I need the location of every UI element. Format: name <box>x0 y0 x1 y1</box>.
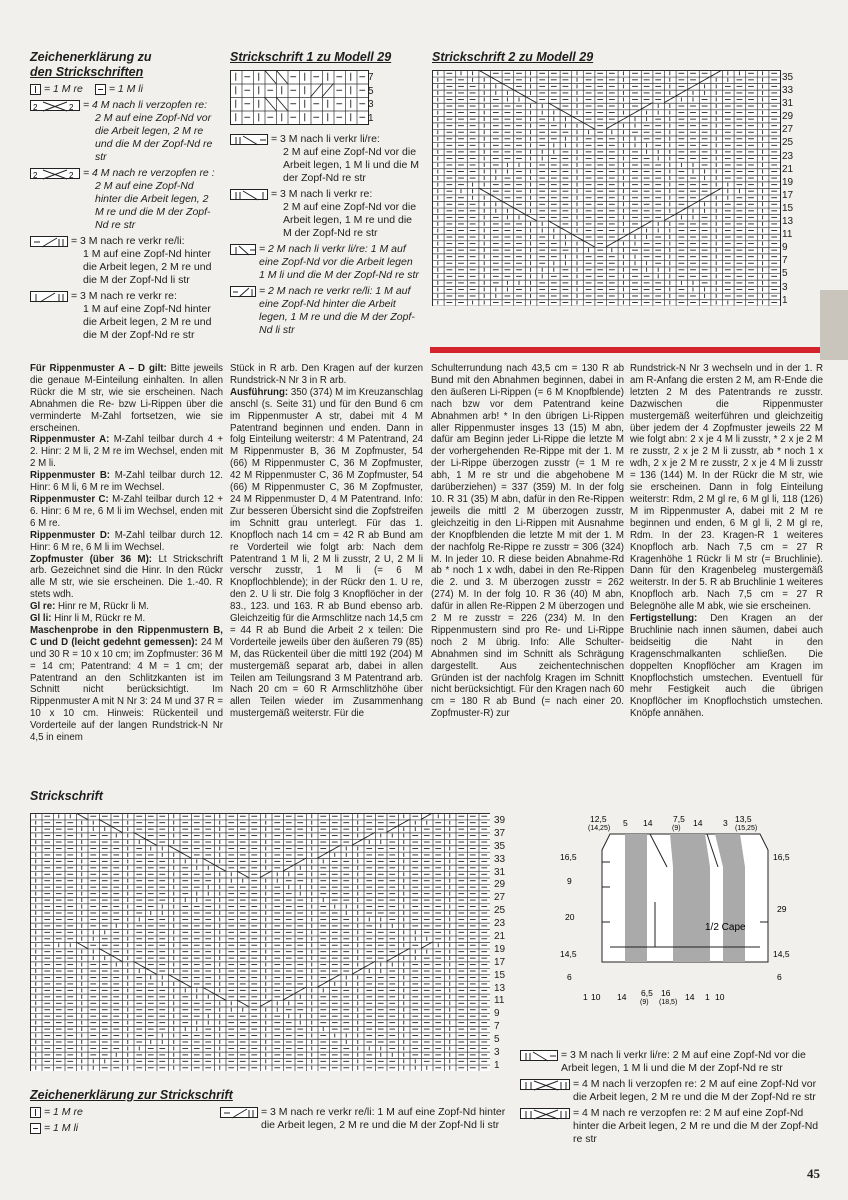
section-divider <box>430 347 820 353</box>
row-number: 5 <box>782 268 788 280</box>
row-number: 33 <box>494 853 506 865</box>
chart3-title: Strickschrift <box>30 789 103 803</box>
knit-label-2: = 1 M re <box>44 1106 83 1118</box>
row-number: 29 <box>782 111 794 123</box>
legend3-item3-b: die Arbeit legen, 2 M re und die M der Zopf-Nd re str <box>573 1091 816 1103</box>
row-number: 15 <box>782 202 794 214</box>
dimension-label: 20 <box>565 912 575 922</box>
paragraph: Rippenmuster C: M-Zahl teilbar durch 12 + 6. Hinr: 6 M re, 6 M li im Wechsel, enden mit 6 M re. <box>30 493 223 529</box>
row-number: 21 <box>494 931 506 943</box>
legend1-item4-b: 1 M auf eine Zopf-Nd hinter die Arbeit legen, 2 M re und die M der Zopf-Nd re str <box>83 303 212 341</box>
purl-symbol <box>95 84 106 95</box>
dimension-label: 10 <box>715 992 725 1002</box>
row-number: 13 <box>782 216 794 228</box>
legend2-item1-a: = 3 M nach li verkr li/re: <box>271 133 380 145</box>
dimension-label: 12,5 <box>590 814 607 824</box>
dimension-label: 1 <box>583 992 588 1002</box>
cape-schematic <box>555 812 820 1012</box>
legend3-item2-a: = 3 M nach li verkr li/re: 2 M auf eine Zopf-Nd vor die <box>561 1049 806 1061</box>
dimension-label: (14,25) <box>588 825 611 832</box>
row-number: 1 <box>782 294 788 306</box>
schematic-label: 1/2 Cape <box>705 922 746 933</box>
paragraph: Schulterrundung nach 43,5 cm = 130 R ab Bund mit den Abnahmen beginnen, dabei in den äußeren Li-Rippen (= 6 M Knopfblende) nach bzw vor dem Patentrand keine Abnahmen arb! * In den übrigen Li-Rippen aller Rippenmuster insges 13 (15) M abn, dafür am Beginn jeder Li-Rippe die letzte M der vorhergehenden Re-Rippe mit der 1. M der Li-Rippe überzogen zusstr (= 1 M re abh, 1 M re str und die abgehobene M darüberziehen) = 337 (359) M. In der folg 10. R 31 (35) M abn, dafür in den Re-Rippen jeweils die mittl 2 M überzogen zusstr, gleichzeitig in den Li-Rippen mit Ausnahme der Knopfblenden die letzte M mit der 1. M der nachfolg Re-Rippe re zusstr = 306 (324) M. In jeder 10. R diese beiden Abnahme-Rd ab * noch 1 x wdh, dabei in den Re-Rippen die 2. und 3. M überzogen zusstr = 262 (274) M. In der folg 10. R 36 (40) M abn, dafür in allen Re-Rippen 2 M überzogen und 2 M re zusstr = 226 (234) M. In den Rippenmustern sind pro Re- und Li-Rippe noch 2 M übrig. Info: Alle Schulter-Abnahmen sind im Schnitt als Schrägung dargestellt. Aus zeichentechnischen Gründen ist der nachfolg Kragen im Schnitt nicht berücksichtigt. Für den Kragen nach 60 cm = 180 R ab Bund (= nach einer 20. Zopfmuster-R) zur <box>431 363 624 720</box>
text-column-4 <box>630 363 823 720</box>
chart1-row-numbers <box>368 71 374 125</box>
row-number: 35 <box>494 840 506 852</box>
row-number: 31 <box>494 866 506 878</box>
legend1-item1-a: = 4 M nach li verzopfen re: <box>83 99 208 111</box>
dimension-label: 14 <box>685 992 695 1002</box>
knit-symbol <box>30 84 41 95</box>
dimension-label: 16,5 <box>773 852 790 862</box>
row-number: 9 <box>494 1008 500 1020</box>
row-number: 25 <box>494 905 506 917</box>
legend1-title-2: den Strickschriften <box>30 65 144 79</box>
dimension-label: 5 <box>623 818 628 828</box>
row-number: 1 <box>368 112 374 124</box>
row-number: 3 <box>368 99 374 110</box>
row-number: 9 <box>782 242 788 254</box>
paragraph: Zopfmuster (über 36 M): Lt Strickschrift arb. Gezeichnet sind die Hinr. In den Rückr alle M str, wie sie erscheinen. Die 1.-40. R stets wdh. <box>30 553 223 601</box>
dimension-label: 10 <box>591 992 601 1002</box>
cross-right-3-purl-symbol <box>30 236 68 247</box>
svg-text:2: 2 <box>33 171 38 180</box>
cross-right-2-purl-symbol <box>230 286 256 297</box>
row-number: 21 <box>782 163 794 175</box>
chart1 <box>230 70 400 126</box>
legend1-item2-b: 2 M auf eine Zopf-Nd hinter die Arbeit legen, 2 M re und die M der Zopf-Nd re str <box>95 180 211 231</box>
cable-left-4-symbol <box>30 100 80 111</box>
purl-label-2: = 1 M li <box>44 1122 79 1134</box>
row-number: 27 <box>494 892 506 904</box>
row-number: 29 <box>494 879 506 891</box>
row-number: 17 <box>494 956 506 968</box>
cable-left-4-symbol-2 <box>520 1079 570 1090</box>
legend-top-middle <box>230 130 420 337</box>
chart3 <box>30 813 490 1071</box>
dimension-label: 13,5 <box>735 814 752 824</box>
chart2-title: Strickschrift 2 zu Modell 29 <box>432 50 594 64</box>
dimension-label: (15,25) <box>735 825 758 832</box>
text-column-1 <box>30 363 223 744</box>
legend2-item2-a: = 3 M nach li verkr re: <box>271 188 373 200</box>
cable-right-4-symbol-2 <box>520 1108 570 1119</box>
cross-left-3-purl-symbol <box>230 134 268 145</box>
paragraph: Gl re: Hinr re M, Rückr li M. <box>30 601 149 613</box>
legend1-title-1: Zeichenerklärung zu <box>30 50 152 64</box>
row-number: 7 <box>368 72 374 83</box>
paragraph: Für Rippenmuster A – D gilt: Bitte jeweils die genaue M-Einteilung einhalten. In allen Rückr die M str, wie sie erscheinen. Nach Abnahmen die Re- bzw Li-Rippen über die verminderte M-Zahl fortsetzen, wie sie erscheinen. <box>30 363 224 434</box>
legend3-item4-b: hinter die Arbeit legen, 2 M re und die M der Zopf-Nd re str <box>573 1120 819 1145</box>
row-number: 5 <box>494 1034 500 1046</box>
dimension-label: (9) <box>640 999 649 1006</box>
legend1-item2-a: = 4 M nach re verzopfen re : <box>83 167 215 179</box>
paragraph: Rundstrick-N Nr 3 wechseln und in der 1. R am R-Anfang die ersten 2 M, am R-Ende die letzten 2 M des Patentrands re zusstr. Dazwischen die Rippenmuster mustergemäß weiterführen und gleichzeitig über jedem der 4 Zopfmuster jeweils 22 M wie folgt abn: 2 x je 4 M li zusstr, * 2 x je 2 M re zusstr, 2 x je 2 M li zusstr, ab * noch 1 x wdh, 2 x je 2 M re zusstr, 2 x je 4 M li zusstr = 136 (144) M. In der Rückr die M str, wie sie erscheinen. Dann in folg Einteilung weiterstr: Rdm, 2 M gl re, 6 M gl li, 118 (126) M im Rippenmuster A, dabei mit 2 M re beginnen und enden, 6 M gl li, 2 M gl re, Rdm. In der 23. Kragen-R 1 weiteres Knopfloch arb. Nach 7,5 cm = 27 R Kragenhöhe 1 Rückr li M str (= Bruchlinie). Dann für den Kragenbeleg mustergemäß weiterstr. In der 5. R ab Bruchlinie 1 weiteres Knopfloch arb. Nach 7,5 cm = 27 R Belegnöhe alle M abk, wie sie erscheinen. <box>630 363 823 613</box>
legend1-item3-b: 1 M auf eine Zopf-Nd hinter die Arbeit legen, 2 M re und die M der Zopf-Nd li str <box>83 248 212 286</box>
row-number: 19 <box>494 943 506 955</box>
row-number: 23 <box>494 918 506 930</box>
row-number: 27 <box>782 124 794 136</box>
dimension-label: 1 <box>705 992 710 1002</box>
row-number: 11 <box>782 229 793 241</box>
legend2-item2-b: 2 M auf eine Zopf-Nd vor die Arbeit legen, 1 M re und die M der Zopf-Nd re str <box>283 201 417 239</box>
row-number: 7 <box>494 1021 500 1033</box>
legend3-item3-a: = 4 M nach li verzopfen re: 2 M auf eine Zopf-Nd vor <box>573 1078 817 1090</box>
svg-text:2: 2 <box>69 171 74 180</box>
row-number: 13 <box>494 982 506 994</box>
dimension-label: 16,5 <box>560 852 577 862</box>
legend-bottom <box>30 1088 510 1135</box>
chart2 <box>432 70 782 306</box>
svg-text:2: 2 <box>69 103 74 112</box>
cross-right-3-symbol <box>30 291 68 302</box>
legend1-item4-a: = 3 M nach re verkr re: <box>71 290 177 302</box>
row-number: 39 <box>494 815 506 826</box>
row-number: 5 <box>368 85 374 97</box>
dimension-label: (9) <box>672 825 681 832</box>
legend3-item4-a: = 4 M nach re verzopfen re: 2 M auf eine Zopf-Nd <box>573 1107 804 1119</box>
dimension-label: 14 <box>617 992 627 1002</box>
row-number: 23 <box>782 150 794 162</box>
dimension-label: 9 <box>567 876 572 886</box>
dimension-label: 14 <box>693 818 703 828</box>
cross-left-2-purl-symbol <box>230 244 256 255</box>
dimension-label: 14,5 <box>560 949 577 959</box>
paragraph: Rippenmuster D: M-Zahl teilbar durch 12. Hinr: 6 M re, 6 M li im Wechsel. <box>30 529 224 553</box>
legend-top-left <box>30 50 220 342</box>
legend-bottom-right <box>520 1046 820 1146</box>
row-number: 31 <box>782 98 794 110</box>
legend3-item1-b: die Arbeit legen, 2 M re und die M der Zopf-Nd li str <box>261 1119 500 1131</box>
dimension-label: 14,5 <box>773 949 790 959</box>
legend3-title: Zeichenerklärung zur Strickschrift <box>30 1088 233 1102</box>
row-number: 3 <box>782 281 788 293</box>
legend2-item1-b: 2 M auf eine Zopf-Nd vor die Arbeit legen, 1 M li und die M der Zopf-Nd re str <box>283 146 419 184</box>
dimension-label: 6 <box>777 972 782 982</box>
legend1-item3-a: = 3 M nach re verkr re/li: <box>71 235 185 247</box>
cross-right-3-purl-symbol-2 <box>220 1107 258 1118</box>
dimension-label: 14 <box>643 818 653 828</box>
row-number: 15 <box>494 969 506 981</box>
paragraph: Rippenmuster B: M-Zahl teilbar durch 12. Hinr: 6 M li, 6 M re im Wechsel. <box>30 470 224 494</box>
row-number: 7 <box>782 255 788 267</box>
row-number: 1 <box>494 1059 500 1071</box>
legend3-item1-a: = 3 M nach re verkr re/li: 1 M auf eine Zopf-Nd hinter <box>261 1106 506 1118</box>
purl-symbol-2 <box>30 1123 41 1134</box>
svg-text:2: 2 <box>33 103 38 112</box>
row-number: 35 <box>782 72 794 83</box>
purl-label: = 1 M li <box>108 83 143 95</box>
row-number: 17 <box>782 189 794 201</box>
knit-label: = 1 M re <box>44 83 83 95</box>
legend2-item3: = 2 M nach li verkr li/re: 1 M auf eine Zopf-Nd vor die Arbeit legen 1 M li und die M der Zopf-Nd re str <box>259 243 419 281</box>
adjacent-page-strip <box>820 290 848 360</box>
text-column-3 <box>431 363 624 720</box>
chart1-title: Strickschrift 1 zu Modell 29 <box>230 50 392 64</box>
legend2-item4: = 2 M nach re verkr re/li: 1 M auf eine Zopf-Nd hinter die Arbeit legen, 1 M re und die M der Zopf-Nd li str <box>259 285 415 336</box>
knit-symbol-2 <box>30 1107 41 1118</box>
legend3-item2-b: Arbeit legen, 1 M li und die M der Zopf-Nd re str <box>561 1062 783 1074</box>
paragraph: Rippenmuster A: M-Zahl teilbar durch 4 + 2. Hinr: 2 M li, 2 M re im Wechsel, enden mit 2 M li. <box>30 434 223 470</box>
dimension-label: 7,5 <box>673 814 685 824</box>
dimension-label: 6,5 <box>641 988 653 998</box>
row-number: 25 <box>782 137 794 149</box>
dimension-label: 29 <box>777 904 787 914</box>
cross-left-3-symbol <box>230 189 268 200</box>
row-number: 11 <box>494 995 505 1007</box>
row-number: 3 <box>494 1047 500 1059</box>
page-number: 45 <box>807 1166 820 1181</box>
dimension-label: 6 <box>567 972 572 982</box>
paragraph: Maschenprobe in den Rippenmustern B, C und D (leicht gedehnt gemessen): 24 M und 30 R = 10 x 10 cm; im Zopfmuster: 36 M = 14 cm; Patentrand: 4 M = 1 cm; der Patentrand an den Schlitzkanten ist im Schnitt nicht berücksichtigt. Im Rippenmuster A mit N Nr 3: 24 M und 37 R = 10 x 10 cm. Hinweis: Rückenteil und Vorderteile auf der langen Rundstrick-N Nr 4,5 in einem <box>30 624 223 744</box>
chart3-row-numbers <box>494 815 505 1073</box>
dimension-label: (18,5) <box>659 999 678 1006</box>
text-column-2 <box>230 363 423 720</box>
paragraph: Ausführung: 350 (374) M im Kreuzanschlag anschl (s. Seite 31) und für den Bund 6 cm im Rippenmuster A str, dabei mit 4 M Patentrand beginnen und enden. Dann in folg Einteilung weiterstr: 4 M Patentrand, 24 M Rippenmuster B, 36 M Zopfmuster, 54 (66) M Rippenmuster C, 36 M Zopfmuster, 42 M Rippenmuster C, 36 M Zopfmuster, 54 (66) M Rippenmuster C, 36 M Zopfmuster, 24 M Rippenmuster D, 4 M Patentrand. Info: Zur besseren Übersicht sind die Zopfstreifen im Schnitt grau unterlegt. Für das 1. Knopfloch nach 14 cm = 42 R ab Bund am re Vorderteil wie folgt arb: Nach dem Patentrand 1 M li, 2 M li zusstr, 2 U, 2 M li verschr zusstr, 1 M li (= 6 M Knopflochblende); in der Rückr den 1. U re, den 2. U li str. Die folg 3 Knopflöcher in der 83., 123. und 163. R ab Bund ebenso arb. Gleichzeitig für die Armschlitze nach 14,5 cm = 44 R ab Bund die Arbeit 2 x teilen: Die Vorderteile jeweils über den äußeren 79 (85) M, das Rückenteil über die mittl 192 (204) M mustergemäß separat arb, dabei in allen Teilen am Teilungsrand 3 M Patentrand arb. Nach 20 cm = 60 R Armschlitzhöhe über allen Teilen wieder im Zusammenhang mustergemäß weiterstr. Für die <box>230 386 423 720</box>
dimension-label: 16 <box>661 988 671 998</box>
paragraph: Stück in R arb. Den Kragen auf der kurzen Rundstrick-N Nr 3 in R arb. <box>230 363 423 386</box>
row-number: 19 <box>782 176 794 188</box>
cable-right-4-symbol <box>30 168 80 179</box>
paragraph: Gl li: Hinr li M, Rückr re M. <box>30 613 146 625</box>
cross-left-3-purl-symbol-2 <box>520 1050 558 1061</box>
row-number: 37 <box>494 827 506 839</box>
row-number: 33 <box>782 85 794 97</box>
legend1-item1-b: 2 M auf eine Zopf-Nd vor die Arbeit legen, 2 M re und die M der Zopf-Nd re str <box>95 112 213 163</box>
chart2-row-numbers <box>782 71 793 307</box>
paragraph: Fertigstellung: Den Kragen an der Bruchlinie nach innen säumen, dabei auch beidseitig die Naht in den Kragenschmalkanten schließen. Die doppelten Knopflöcher am Kragen im Knopflochstich umstechen. Eventuell für mehr Festigkeit auch die übrigen Knopflöcher im Knopflochstich umstechen. Knöpfe annähen. <box>630 613 823 720</box>
dimension-label: 3 <box>723 818 728 828</box>
